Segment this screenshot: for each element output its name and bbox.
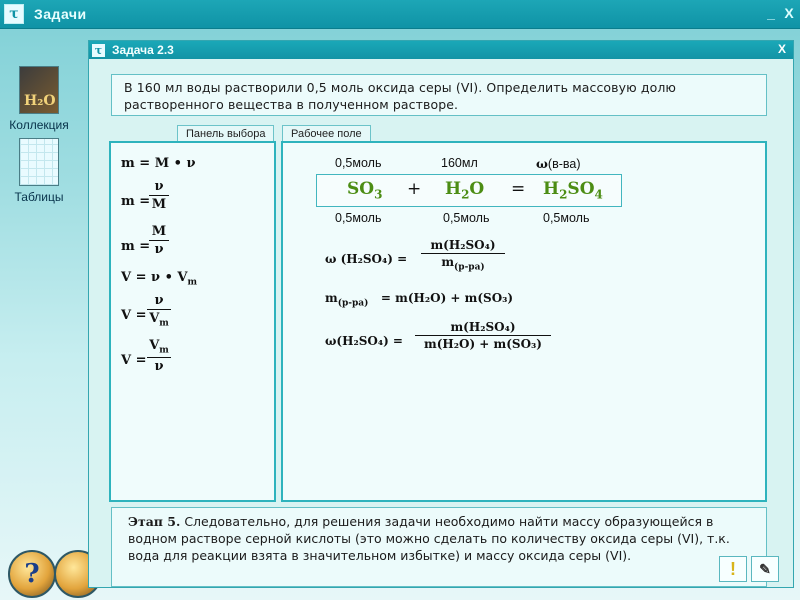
collection-icon-text: H₂O xyxy=(24,93,56,109)
notes-button[interactable]: ✎ xyxy=(751,556,779,582)
stage-text: Следовательно, для решения задачи необходимо найти массу образующейся в водном растворе серной кислоты (это можно сделать по количеству оксида серы (VI), т.к. вода для реакции взята в значительном избытке) и массу оксида серы (VI). xyxy=(128,514,730,563)
fraction-denominator: M xyxy=(151,197,167,212)
fraction-numerator: m(H₂SO₄) xyxy=(415,320,551,336)
formula-V-nu-Vm-main: V = ν • V xyxy=(121,270,188,285)
fraction-denominator: $m_{(р-ра)}$ xyxy=(441,255,485,273)
omega-solute-label: ω(в-ва) xyxy=(536,156,581,171)
dialog-titlebar xyxy=(89,41,793,59)
tables-icon xyxy=(19,138,59,186)
formula-V-nu-Vm-sub: m xyxy=(187,277,198,288)
formula-V-Vm-over-nu-fraction[interactable] xyxy=(147,338,171,374)
solution-mass-formula: $m_{(р-ра)}$ = m(H₂O) + m(SO₃) xyxy=(325,291,514,309)
fraction-denominator: m(H₂O) + m(SO₃) xyxy=(424,337,542,351)
so3-amount-top: 0,5моль xyxy=(335,156,382,170)
h2o-amount-bottom: 0,5моль xyxy=(443,211,490,225)
equals-sign: = xyxy=(511,179,526,199)
app-logo-icon: τ xyxy=(4,4,24,24)
reaction-equation-box xyxy=(316,174,622,207)
help-button[interactable]: ? xyxy=(8,550,56,598)
fraction-denominator: $V_m$ xyxy=(149,311,169,329)
stage-label: Этап 5. xyxy=(128,514,181,529)
app-close-button[interactable]: X xyxy=(784,5,794,21)
collection-label: Коллекция xyxy=(9,118,69,132)
minimize-button[interactable]: _ xyxy=(767,5,775,21)
omega-h2so4-expanded-lhs: ω(H₂SO₄) = xyxy=(325,334,403,348)
formula-m-nu-over-M-lhs[interactable]: m = xyxy=(121,194,151,209)
collection-icon xyxy=(19,66,59,114)
omega-h2so4-lhs: ω (H₂SO₄) = xyxy=(325,252,408,266)
collection-launcher[interactable] xyxy=(4,66,74,132)
fraction-numerator: ν xyxy=(149,179,169,196)
dialog-close-button[interactable]: X xyxy=(777,42,786,56)
task-dialog xyxy=(88,40,794,588)
plus-sign: + xyxy=(407,179,422,199)
fraction-numerator: m(H₂SO₄) xyxy=(421,238,505,254)
formula-m-M-over-nu-fraction[interactable] xyxy=(149,224,169,257)
hint-button[interactable]: ! xyxy=(719,556,747,582)
formula-V-Vm-over-nu-lhs[interactable]: V = xyxy=(121,353,147,368)
formula-m-M-nu[interactable]: m = M • ν xyxy=(121,156,196,171)
fraction-denominator: ν xyxy=(154,358,164,374)
tab-selection-panel[interactable]: Панель выбора xyxy=(177,125,274,141)
water-volume: 160мл xyxy=(441,156,478,170)
fraction-numerator: M xyxy=(149,224,169,241)
tables-label: Таблицы xyxy=(14,190,64,204)
so3-formula: $SO_3$ xyxy=(347,179,383,202)
h2so4-amount-bottom: 0,5моль xyxy=(543,211,590,225)
fraction-denominator: ν xyxy=(154,242,164,257)
stage-description xyxy=(111,507,767,587)
omega-h2so4-expanded-fraction xyxy=(415,320,551,351)
tab-work-field[interactable]: Рабочее поле xyxy=(282,125,371,141)
formula-m-M-over-nu-lhs[interactable]: m = xyxy=(121,239,151,254)
formula-V-nu-Vm[interactable] xyxy=(121,270,197,288)
selection-panel xyxy=(109,141,276,502)
formula-m-nu-over-M-fraction[interactable] xyxy=(149,179,169,212)
tables-launcher[interactable] xyxy=(4,138,74,204)
formula-V-nu-over-Vm-fraction[interactable] xyxy=(147,293,171,329)
h2so4-formula: $H_2SO_4$ xyxy=(543,179,603,202)
problem-statement: В 160 мл воды растворили 0,5 моль оксида серы (VI). Определить массовую долю растворенного вещества в полученном растворе. xyxy=(111,74,767,116)
fraction-numerator: $V_m$ xyxy=(147,338,171,358)
so3-amount-bottom: 0,5моль xyxy=(335,211,382,225)
app-titlebar xyxy=(0,0,800,29)
formula-V-nu-over-Vm-lhs[interactable]: V = xyxy=(121,308,147,323)
h2o-formula: $H_2O$ xyxy=(445,179,485,202)
omega-h2so4-fraction xyxy=(421,238,505,272)
dialog-logo-icon: τ xyxy=(92,44,105,57)
fraction-numerator: ν xyxy=(147,293,171,310)
app-title: Задачи xyxy=(34,6,87,22)
dialog-title: Задача 2.3 xyxy=(112,43,174,57)
